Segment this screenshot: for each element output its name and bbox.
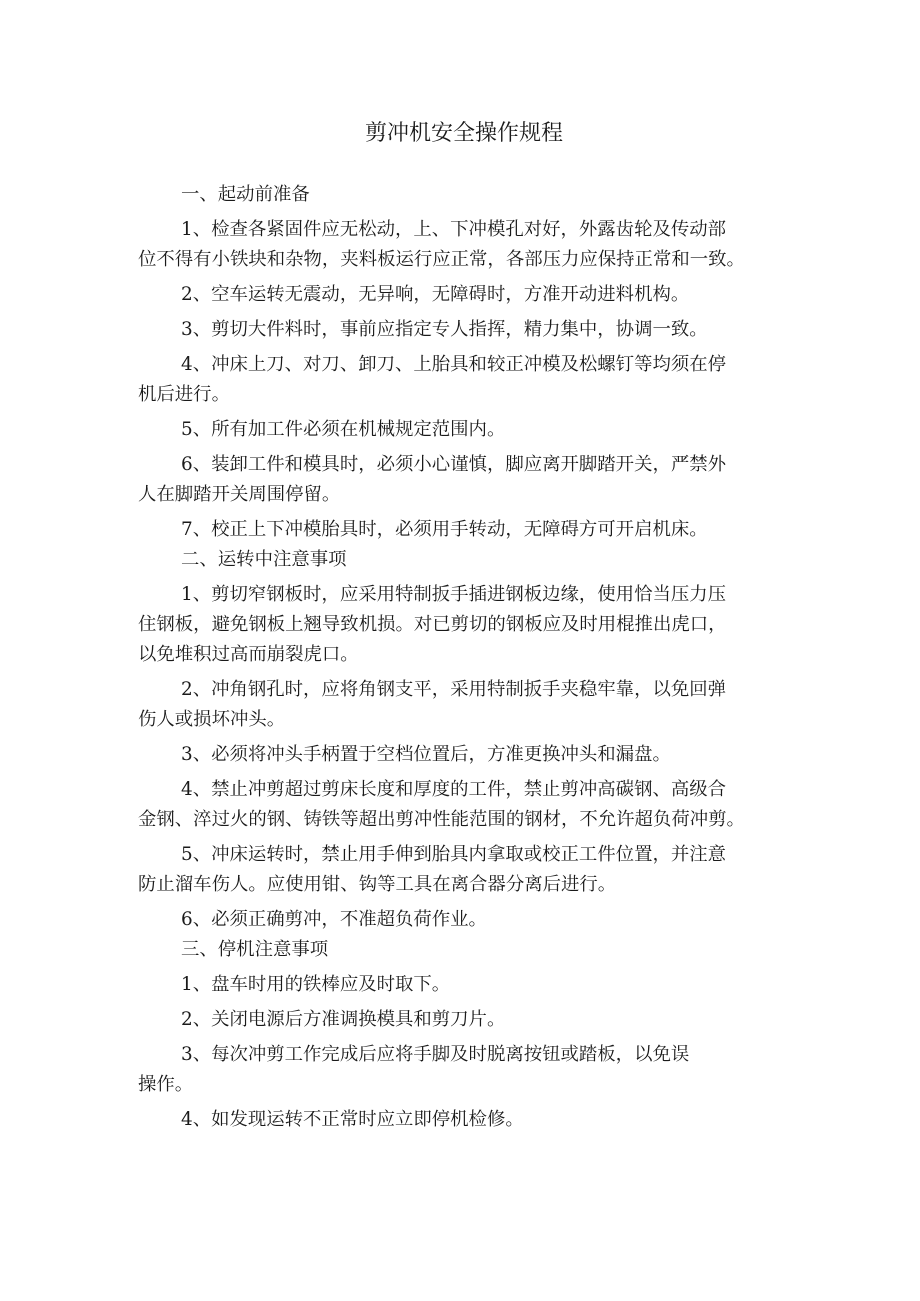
paragraph-line: 4、冲床上刀、对刀、卸刀、上胎具和较正冲模及松螺钉等均须在停 (181, 354, 727, 375)
paragraph-continuation-line: 位不得有小铁块和杂物，夹料板运行应正常，各部压力应保持正常和一致。 (138, 249, 745, 270)
paragraph-line: 三、停机注意事项 (181, 939, 329, 960)
paragraph-line: 一、起动前准备 (181, 184, 310, 205)
paragraph-line: 5、冲床运转时，禁止用手伸到胎具内拿取或校正工件位置，并注意 (181, 844, 727, 865)
paragraph-continuation-line: 以免堆积过高而崩裂虎口。 (138, 644, 359, 665)
paragraph-line: 二、运转中注意事项 (181, 549, 347, 570)
paragraph-line: 2、关闭电源后方准调换模具和剪刀片。 (181, 1009, 506, 1030)
paragraph-line: 2、冲角钢孔时，应将角钢支平，采用特制扳手夹稳牢靠，以免回弹 (181, 679, 727, 700)
paragraph-line: 1、检查各紧固件应无松动，上、下冲模孔对好，外露齿轮及传动部 (181, 219, 727, 240)
document-body (138, 180, 793, 1135)
paragraph-continuation-line: 金钢、淬过火的钢、铸铁等超出剪冲性能范围的钢材，不允许超负荷冲剪。 (138, 809, 745, 830)
paragraph-line: 4、禁止冲剪超过剪床长度和厚度的工件，禁止剪冲高碳钢、高级合 (181, 779, 727, 800)
paragraph-line: 3、必须将冲头手柄置于空档位置后，方准更换冲头和漏盘。 (181, 744, 671, 765)
paragraph-line: 1、盘车时用的铁棒应及时取下。 (181, 974, 451, 995)
paragraph-line: 3、剪切大件料时，事前应指定专人指挥，精力集中，协调一致。 (181, 319, 708, 340)
paragraph-continuation-line: 伤人或损坏冲头。 (138, 709, 286, 730)
paragraph-line: 2、空车运转无震动，无异响，无障碍时，方准开动进料机构。 (181, 284, 690, 305)
paragraph-continuation-line: 操作。 (138, 1074, 194, 1095)
document-title: 剪冲机安全操作规程 (364, 121, 563, 146)
paragraph-continuation-line: 防止溜车伤人。应使用钳、钩等工具在离合器分离后进行。 (138, 874, 617, 895)
paragraph-line: 6、装卸工件和模具时，必须小心谨慎，脚应离开脚踏开关，严禁外 (181, 454, 727, 475)
paragraph-line: 3、每次冲剪工作完成后应将手脚及时脱离按钮或踏板，以免误 (181, 1044, 690, 1065)
paragraph-continuation-line: 机后进行。 (138, 384, 230, 405)
paragraph-continuation-line: 人在脚踏开关周围停留。 (138, 484, 341, 505)
paragraph-line: 7、校正上下冲模胎具时，必须用手转动，无障碍方可开启机床。 (181, 519, 708, 540)
paragraph-continuation-line: 住钢板，避免钢板上翘导致机损。对已剪切的钢板应及时用棍推出虎口， (138, 614, 727, 635)
paragraph-line: 1、剪切窄钢板时，应采用特制扳手插进钢板边缘，使用恰当压力压 (181, 584, 727, 605)
paragraph-line: 5、所有加工件必须在机械规定范围内。 (181, 419, 506, 440)
paragraph-line: 6、必须正确剪冲，不准超负荷作业。 (181, 909, 487, 930)
paragraph-line: 4、如发现运转不正常时应立即停机检修。 (181, 1109, 524, 1130)
